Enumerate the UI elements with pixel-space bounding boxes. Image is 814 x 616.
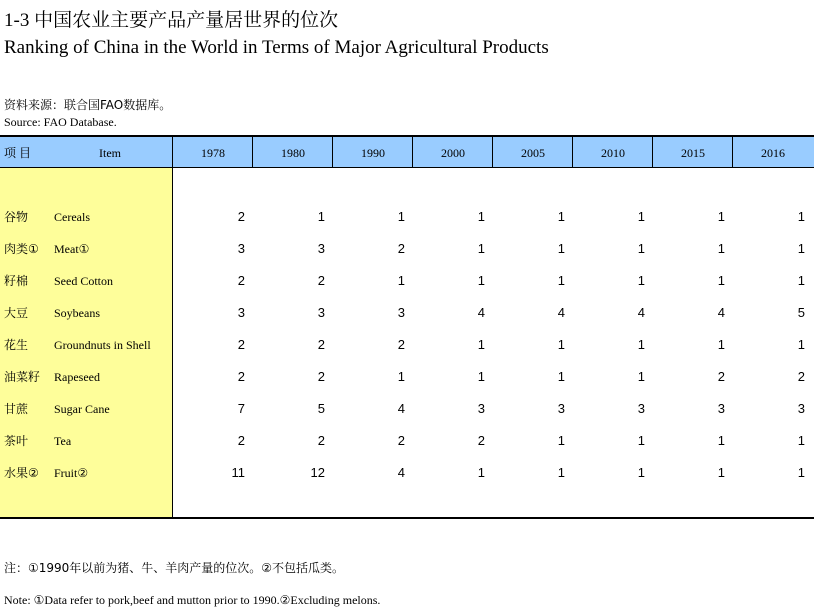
header-divider — [332, 137, 333, 167]
rank-cell: 1 — [397, 209, 405, 224]
rank-cell: 1 — [797, 465, 805, 480]
rank-cell: 2 — [317, 273, 325, 288]
row-label-en: Cereals — [54, 210, 90, 224]
rank-cell: 7 — [237, 401, 245, 416]
rank-cell: 3 — [317, 305, 325, 320]
rank-cell: 1 — [717, 209, 725, 224]
rank-cell: 1 — [797, 273, 805, 288]
rank-cell: 2 — [397, 337, 405, 352]
rank-cell: 1 — [717, 465, 725, 480]
rank-cell: 2 — [237, 209, 245, 224]
row-label-cn: 花生 — [4, 338, 29, 352]
row-label-en: Sugar Cane — [54, 402, 110, 416]
header-year: 2005 — [521, 146, 545, 160]
rank-cell: 1 — [477, 209, 485, 224]
row-label-cn: 籽棉 — [4, 274, 29, 288]
rank-cell: 3 — [317, 241, 325, 256]
rank-cell: 4 — [397, 465, 405, 480]
rank-cell: 3 — [797, 401, 805, 416]
header-item-cn: 项 目 — [4, 146, 32, 160]
rank-cell: 1 — [557, 241, 565, 256]
rank-cell: 2 — [317, 369, 325, 384]
row-label-cn: 茶叶 — [4, 434, 29, 448]
rank-cell: 3 — [637, 401, 645, 416]
header-year: 2000 — [441, 146, 465, 160]
header-year: 2015 — [681, 146, 705, 160]
rank-cell: 1 — [797, 337, 805, 352]
row-label-en: Soybeans — [54, 306, 100, 320]
rank-cell: 1 — [717, 241, 725, 256]
table-row — [0, 297, 814, 329]
rank-cell: 3 — [237, 305, 245, 320]
rank-cell: 1 — [317, 209, 325, 224]
source-cn: 资料来源：联合国FAO数据库。 — [4, 98, 172, 112]
rank-cell: 4 — [477, 305, 485, 320]
table-row — [0, 233, 814, 265]
header-divider — [732, 137, 733, 167]
row-label-cn: 甘蔗 — [4, 402, 29, 416]
rank-cell: 2 — [317, 433, 325, 448]
rank-cell: 1 — [477, 241, 485, 256]
rank-cell: 2 — [717, 369, 725, 384]
rank-cell: 1 — [477, 465, 485, 480]
rank-cell: 1 — [717, 273, 725, 288]
rank-cell: 1 — [557, 209, 565, 224]
table-row — [0, 361, 814, 393]
rank-cell: 2 — [237, 273, 245, 288]
rank-cell: 2 — [797, 369, 805, 384]
row-label-en: Meat① — [54, 242, 90, 256]
rank-cell: 5 — [317, 401, 325, 416]
table-header — [0, 137, 814, 168]
header-divider — [572, 137, 573, 167]
rank-cell: 11 — [231, 465, 245, 480]
header-divider — [252, 137, 253, 167]
header-divider — [652, 137, 653, 167]
rank-cell: 3 — [237, 241, 245, 256]
rank-cell: 1 — [637, 369, 645, 384]
rank-cell: 4 — [637, 305, 645, 320]
row-label-en: Tea — [54, 434, 72, 448]
rank-cell: 1 — [797, 241, 805, 256]
header-divider — [412, 137, 413, 167]
row-label-cn: 油菜籽 — [4, 370, 41, 384]
rank-cell: 1 — [557, 433, 565, 448]
table-row — [0, 457, 814, 489]
rank-cell: 1 — [477, 337, 485, 352]
row-label-cn: 水果② — [4, 466, 39, 480]
header-year: 1980 — [281, 146, 305, 160]
rank-cell: 2 — [237, 433, 245, 448]
ranking-table — [0, 135, 814, 519]
rank-cell: 1 — [637, 209, 645, 224]
page-title-en: Ranking of China in the World in Terms of Major Agricultural Products — [4, 37, 549, 58]
header-year: 2016 — [761, 146, 785, 160]
table-row — [0, 329, 814, 361]
rank-cell: 1 — [637, 433, 645, 448]
rank-cell: 1 — [557, 369, 565, 384]
source-en: Source: FAO Database. — [4, 115, 117, 129]
table-row — [0, 201, 814, 233]
rank-cell: 1 — [397, 273, 405, 288]
row-label-en: Groundnuts in Shell — [54, 338, 151, 352]
rank-cell: 1 — [477, 273, 485, 288]
rank-cell: 4 — [717, 305, 725, 320]
page-title-cn: 1-3 中国农业主要产品产量居世界的位次 — [4, 10, 339, 31]
row-label-en: Rapeseed — [54, 370, 100, 384]
header-year: 1978 — [201, 146, 225, 160]
rank-cell: 2 — [477, 433, 485, 448]
table-row — [0, 393, 814, 425]
rank-cell: 3 — [557, 401, 565, 416]
rank-cell: 12 — [310, 465, 325, 480]
row-label-en: Fruit② — [54, 466, 89, 480]
rank-cell: 1 — [557, 465, 565, 480]
rank-cell: 1 — [637, 241, 645, 256]
rank-cell: 1 — [717, 433, 725, 448]
rank-cell: 4 — [397, 401, 405, 416]
table-row — [0, 425, 814, 457]
rank-cell: 2 — [237, 369, 245, 384]
header-item-en: Item — [99, 146, 121, 160]
row-label-cn: 大豆 — [4, 306, 29, 320]
rank-cell: 1 — [797, 433, 805, 448]
rank-cell: 1 — [637, 465, 645, 480]
rank-cell: 5 — [797, 305, 805, 320]
rank-cell: 1 — [797, 209, 805, 224]
rank-cell: 1 — [557, 273, 565, 288]
header-divider — [492, 137, 493, 167]
rank-cell: 2 — [397, 433, 405, 448]
note-cn: 注：①1990年以前为猪、牛、羊肉产量的位次。②不包括瓜类。 — [4, 561, 345, 575]
rank-cell: 4 — [557, 305, 565, 320]
row-label-en: Seed Cotton — [54, 274, 113, 288]
note-en: Note: ①Data refer to pork,beef and mutton prior to 1990.②Excluding melons. — [4, 593, 381, 607]
rank-cell: 2 — [397, 241, 405, 256]
rank-cell: 1 — [637, 273, 645, 288]
rank-cell: 1 — [637, 337, 645, 352]
rank-cell: 1 — [397, 369, 405, 384]
rank-cell: 2 — [317, 337, 325, 352]
row-label-cn: 谷物 — [4, 210, 29, 224]
rank-cell: 1 — [557, 337, 565, 352]
rank-cell: 1 — [477, 369, 485, 384]
header-year: 1990 — [361, 146, 385, 160]
rank-cell: 3 — [717, 401, 725, 416]
table-row — [0, 265, 814, 297]
rank-cell: 2 — [237, 337, 245, 352]
rank-cell: 3 — [397, 305, 405, 320]
rank-cell: 3 — [477, 401, 485, 416]
header-year: 2010 — [601, 146, 625, 160]
row-label-cn: 肉类① — [4, 242, 39, 256]
rank-cell: 1 — [717, 337, 725, 352]
